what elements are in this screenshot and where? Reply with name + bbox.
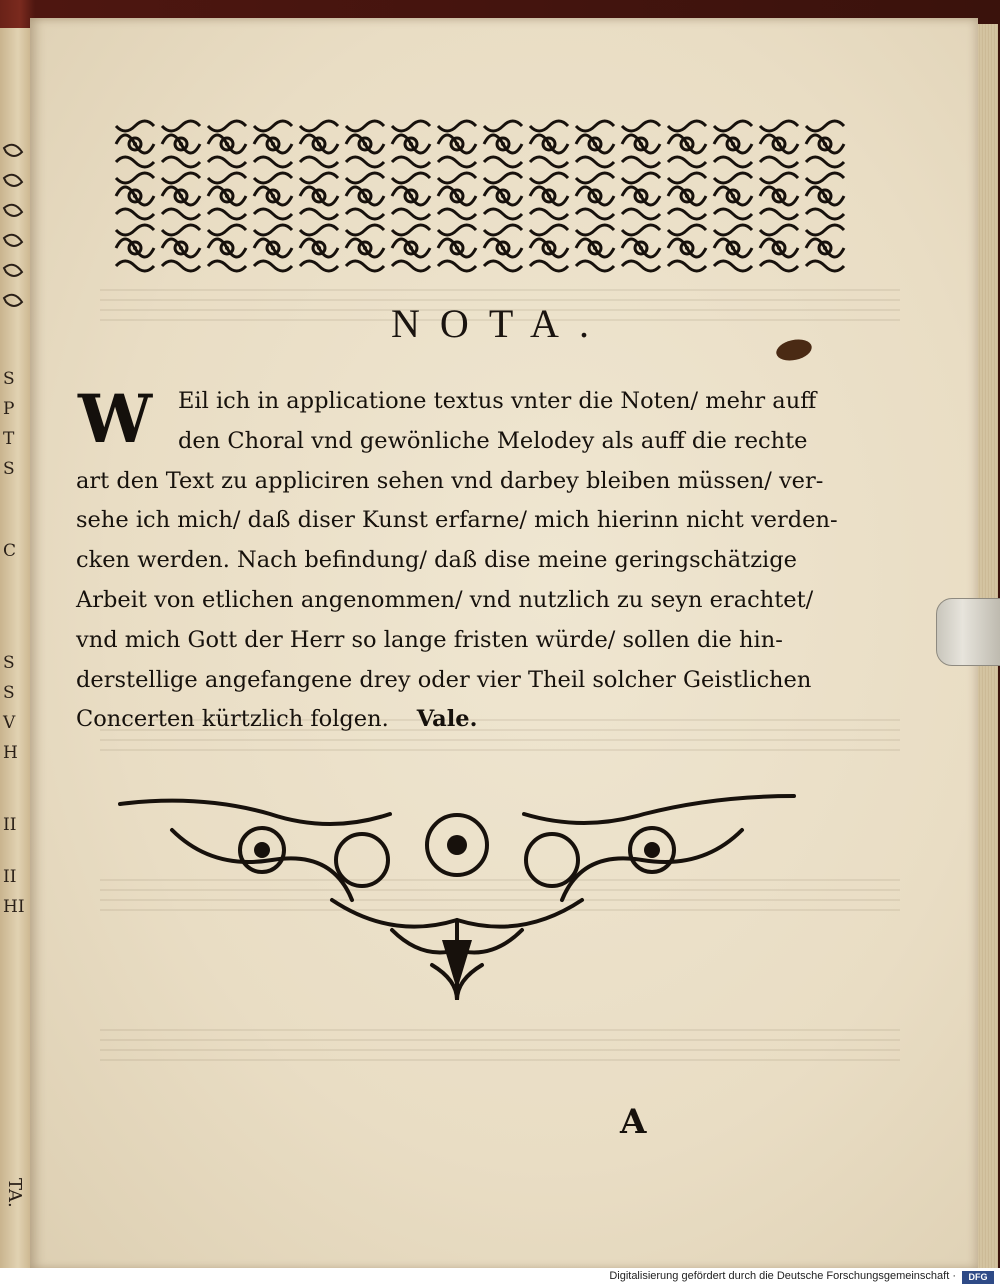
tailpiece-ornament-icon — [112, 790, 802, 1000]
left-page-glyphs — [3, 368, 27, 926]
left-glyph: II — [3, 867, 17, 887]
text-line: Concerten kürtzlich folgen. — [76, 706, 389, 733]
text-line: den Choral vnd gewönliche Melodey als auff die rechte — [178, 427, 808, 454]
text-line: Eil ich in applicatione textus vnter die Noten/ mehr auff — [178, 388, 817, 414]
header-ornament-icon — [112, 118, 848, 274]
text-line: cken werden. Nach befindung/ daß dise meine geringschätzige — [76, 547, 797, 574]
signature-mark: A — [620, 1102, 647, 1142]
left-glyph: II — [3, 815, 17, 835]
text-line: art den Text zu appliciren sehen vnd darbey bleiben müssen/ ver- — [76, 467, 824, 494]
left-glyph: S — [3, 459, 15, 479]
text-line: vnd mich Gott der Herr so lange fristen würde/ sollen die hin- — [76, 626, 783, 653]
left-glyph: H — [3, 743, 18, 763]
left-glyph: S — [3, 683, 15, 703]
left-page-edge — [0, 28, 30, 1268]
left-glyph: S — [3, 369, 15, 389]
text-line: sehe ich mich/ daß diser Kunst erfarne/ mich hierinn nicht verden- — [76, 507, 838, 534]
left-glyph: P — [3, 399, 15, 419]
page-title: NOTA. — [391, 301, 609, 346]
left-glyph: T — [3, 429, 15, 449]
drop-cap: W — [78, 380, 153, 458]
left-ornament-icon — [2, 138, 24, 308]
text-line: Arbeit von etlichen angenommen/ vnd nutzlich zu seyn erachtet/ — [76, 586, 814, 613]
dfg-logo-icon: DFG — [962, 1271, 994, 1284]
body-text — [76, 382, 882, 740]
page-clip — [936, 598, 1000, 666]
left-glyph: S — [3, 653, 15, 673]
closing-vale: Vale. — [416, 706, 478, 733]
left-glyph: V — [3, 713, 16, 733]
text-line: derstellige angefangene drey oder vier Theil solcher Geistlichen — [76, 666, 812, 693]
text-line-last — [76, 700, 882, 740]
footer-credit: Digitalisierung gefördert durch die Deutsche Forschungsgemeinschaft · — [609, 1270, 956, 1282]
left-glyph: HI — [3, 897, 25, 917]
left-glyph: C — [3, 541, 17, 561]
left-page-foot: TA. — [4, 1178, 25, 1208]
